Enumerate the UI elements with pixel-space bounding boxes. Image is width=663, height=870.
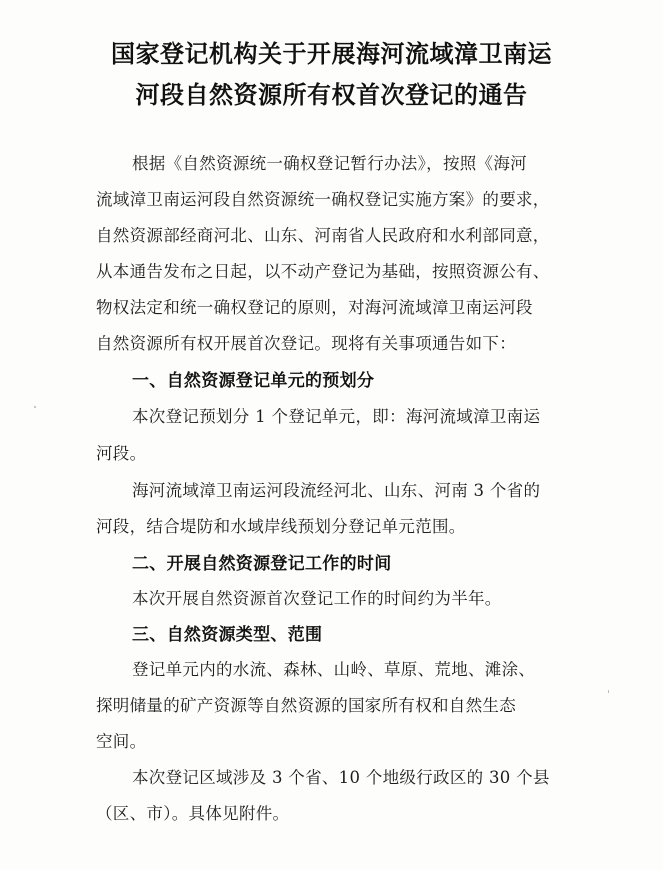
- document-title-line-2: 河段自然资源所有权首次登记的通告: [135, 81, 528, 109]
- section-3-para-1-line-2: 探明储量的矿产资源等自然资源的国家所有权和自然生态: [96, 696, 516, 715]
- section-1-heading: 一、自然资源登记单元的预划分: [132, 371, 375, 391]
- scan-speck: [608, 690, 609, 693]
- paragraph-1-line-6: 自然资源所有权开展首次登记。现将有关事项通告如下：: [96, 334, 516, 353]
- section-1-para-1-line-2: 河段。: [96, 444, 147, 463]
- section-3-para-2-line-1: 本次登记区域涉及 3 个省、10 个地级行政区的 30 个县: [132, 768, 550, 787]
- paragraph-1-line-1: 根据《自然资源统一确权登记暂行办法》，按照《海河: [132, 154, 527, 173]
- section-1-para-1-line-1: 本次登记预划分 1 个登记单元，即：海河流域漳卫南运: [132, 407, 541, 426]
- section-2-para-1-line-1: 本次开展自然资源首次登记工作的时间约为半年。: [132, 589, 502, 608]
- document-title-line-1: 国家登记机构关于开展海河流域漳卫南运: [111, 40, 552, 68]
- section-3-heading: 三、自然资源类型、范围: [132, 625, 323, 645]
- paragraph-1-line-4: 从本通告发布之日起，以不动产登记为基础，按照资源公有、: [96, 262, 550, 281]
- section-1-para-2-line-2: 河段，结合堤防和水域岸线预划分登记单元范围。: [96, 517, 466, 536]
- section-3-para-2-line-2: （区、市）。具体见附件。: [96, 804, 290, 823]
- paragraph-1-line-5: 物权法定和统一确权登记的原则，对海河流域漳卫南运河段: [96, 298, 533, 317]
- section-3-para-1-line-1: 登记单元内的水流、森林、山岭、草原、荒地、滩涂、: [132, 660, 536, 679]
- paragraph-1-line-2: 流域漳卫南运河段自然资源统一确权登记实施方案》的要求，: [96, 190, 550, 209]
- scan-speck: [34, 406, 36, 408]
- section-3-para-1-line-3: 空间。: [96, 732, 147, 751]
- paragraph-1-line-3: 自然资源部经商河北、山东、河南省人民政府和水利部同意，: [96, 226, 550, 245]
- section-2-heading: 二、开展自然资源登记工作的时间: [132, 554, 392, 574]
- section-1-para-2-line-1: 海河流域漳卫南运河段流经河北、山东、河南 3 个省的: [132, 481, 541, 500]
